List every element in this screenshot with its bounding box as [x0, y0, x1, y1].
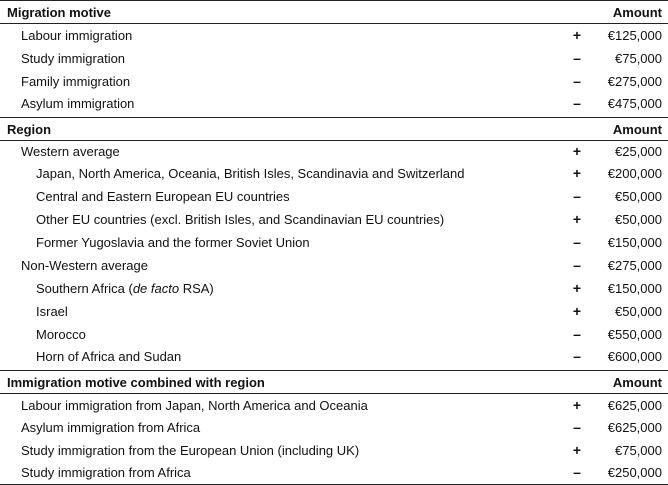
- row-label: Labour immigration: [21, 28, 133, 43]
- row-label: Study immigration from the European Union (including UK): [21, 443, 360, 458]
- row-label: [36, 281, 214, 296]
- row-label: Central and Eastern European EU countries: [36, 189, 290, 204]
- row-sign: +: [572, 211, 582, 227]
- row-sign: –: [573, 419, 581, 435]
- row-amount: €75,000: [615, 443, 662, 458]
- row-amount: €200,000: [607, 166, 662, 181]
- table-row: [0, 163, 668, 185]
- table-row: [0, 25, 668, 47]
- row-sign: –: [573, 348, 581, 364]
- table-row: [0, 301, 668, 323]
- row-amount: €625,000: [607, 420, 662, 435]
- row-label: Israel: [36, 304, 68, 319]
- row-amount: €50,000: [615, 189, 662, 204]
- section-header-combined: [0, 370, 668, 394]
- row-sign: +: [572, 442, 582, 458]
- row-amount: €625,000: [607, 398, 662, 413]
- table-row: [0, 440, 668, 462]
- table-row: [0, 71, 668, 93]
- row-label: Horn of Africa and Sudan: [36, 349, 182, 364]
- row-sign: +: [572, 143, 582, 159]
- table-row: [0, 278, 668, 300]
- row-label: Japan, North America, Oceania, British Isles, Scandinavia and Switzerland: [36, 166, 465, 181]
- row-sign: +: [572, 27, 582, 43]
- row-amount: €50,000: [615, 304, 662, 319]
- row-sign: –: [573, 257, 581, 273]
- row-label: Study immigration from Africa: [21, 465, 191, 480]
- section-title: Region: [7, 122, 52, 137]
- table-row: [0, 346, 668, 368]
- row-label: Labour immigration from Japan, North America and Oceania: [21, 398, 368, 413]
- row-label: Non-Western average: [21, 258, 148, 273]
- table-row: [0, 141, 668, 163]
- row-amount: €550,000: [607, 327, 662, 342]
- row-amount: €150,000: [607, 235, 662, 250]
- section-header-migration-motive: [0, 0, 668, 24]
- row-sign: +: [572, 280, 582, 296]
- row-label-prefix: Southern Africa (: [36, 281, 133, 296]
- table-row: [0, 255, 668, 277]
- row-sign: –: [573, 73, 581, 89]
- row-label-italic: de facto: [132, 281, 180, 296]
- section-title: Migration motive: [7, 5, 112, 20]
- row-label-suffix: RSA): [179, 281, 214, 296]
- row-sign: –: [573, 50, 581, 66]
- table-row: [0, 209, 668, 231]
- row-label: Family immigration: [21, 74, 131, 89]
- row-amount: €275,000: [607, 258, 662, 273]
- row-label: Former Yugoslavia and the former Soviet Union: [36, 235, 310, 250]
- row-sign: +: [572, 397, 582, 413]
- row-label: Morocco: [36, 327, 86, 342]
- row-amount: €600,000: [607, 349, 662, 364]
- row-label: Asylum immigration from Africa: [21, 420, 201, 435]
- table-row: [0, 417, 668, 439]
- row-label: Western average: [21, 144, 120, 159]
- row-amount: €75,000: [615, 51, 662, 66]
- row-sign: –: [573, 234, 581, 250]
- table-row: [0, 324, 668, 346]
- row-label: Asylum immigration: [21, 96, 135, 111]
- amount-column-header: Amount: [612, 122, 662, 137]
- amount-column-header: Amount: [612, 5, 662, 20]
- row-amount: €50,000: [615, 212, 662, 227]
- row-label: Other EU countries (excl. British Isles, and Scandinavian EU countries): [36, 212, 445, 227]
- section-title: Immigration motive combined with region: [7, 375, 265, 390]
- row-amount: €250,000: [607, 465, 662, 480]
- table-row: [0, 462, 668, 484]
- row-sign: +: [572, 303, 582, 319]
- row-sign: +: [572, 165, 582, 181]
- table-row: [0, 48, 668, 70]
- row-amount: €275,000: [607, 74, 662, 89]
- amount-column-header: Amount: [612, 375, 662, 390]
- table-row: [0, 186, 668, 208]
- row-amount: €25,000: [615, 144, 662, 159]
- row-label: Study immigration: [21, 51, 126, 66]
- row-amount: €150,000: [607, 281, 662, 296]
- row-sign: –: [573, 326, 581, 342]
- section-header-region: [0, 117, 668, 141]
- row-amount: €475,000: [607, 96, 662, 111]
- row-sign: –: [573, 95, 581, 111]
- table-row: [0, 93, 668, 115]
- row-sign: –: [573, 188, 581, 204]
- row-sign: –: [573, 464, 581, 480]
- table-row: [0, 232, 668, 254]
- table-row: [0, 395, 668, 417]
- row-amount: €125,000: [607, 28, 662, 43]
